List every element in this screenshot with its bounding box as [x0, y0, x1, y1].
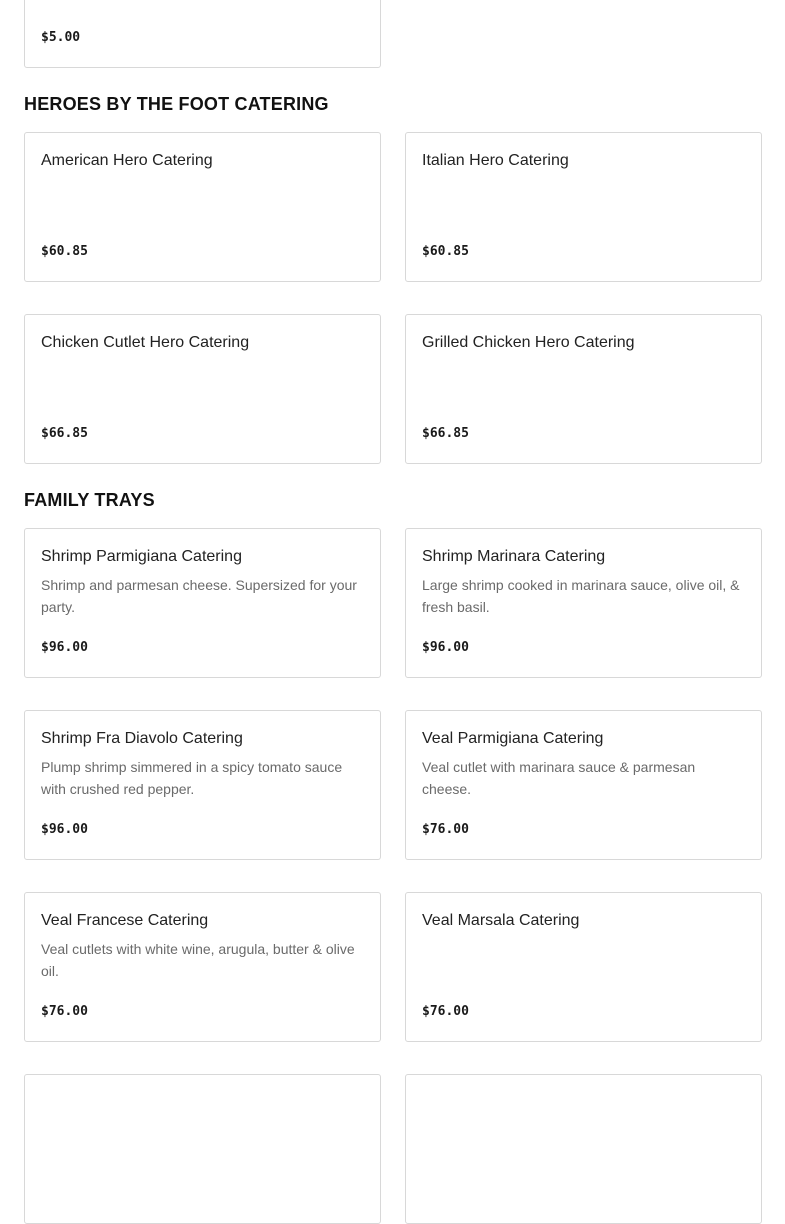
item-price: $76.00 — [422, 1004, 469, 1019]
section-title-heroes: HEROES BY THE FOOT CATERING — [24, 94, 329, 114]
item-price: $96.00 — [41, 822, 88, 837]
item-price: $5.00 — [41, 30, 81, 45]
item-description: Large shrimp cooked in marinara sauce, olive oil, & fresh basil. — [422, 577, 740, 615]
item-price: $66.85 — [422, 426, 469, 441]
item-name: American Hero Catering — [41, 152, 213, 169]
item-name: Veal Marsala Catering — [422, 912, 580, 929]
menu-item-card[interactable] — [405, 132, 762, 282]
menu-item-card-partial[interactable] — [24, 1074, 381, 1224]
item-name: Shrimp Parmigiana Catering — [41, 548, 242, 565]
item-price: $76.00 — [422, 822, 469, 837]
menu-item-card[interactable] — [24, 892, 381, 1042]
item-price: $66.85 — [41, 426, 88, 441]
menu-item-card[interactable] — [405, 892, 762, 1042]
item-description: Plump shrimp simmered in a spicy tomato sauce with crushed red pepper. — [41, 759, 343, 797]
menu-item-card[interactable] — [24, 314, 381, 464]
item-description: Shrimp and parmesan cheese. Supersized for your party. — [41, 577, 357, 615]
item-price: $60.85 — [422, 244, 469, 259]
menu-item-card[interactable] — [24, 132, 381, 282]
item-price: $60.85 — [41, 244, 88, 259]
menu-item-card[interactable] — [24, 528, 381, 678]
menu-item-card[interactable] — [405, 528, 762, 678]
menu-item-card-partial[interactable] — [405, 1074, 762, 1224]
item-name: Veal Parmigiana Catering — [422, 730, 604, 747]
item-name: Italian Hero Catering — [422, 152, 569, 169]
item-name: Grilled Chicken Hero Catering — [422, 334, 635, 351]
item-name: Shrimp Marinara Catering — [422, 548, 606, 565]
menu-item-card[interactable] — [405, 314, 762, 464]
item-price: $96.00 — [422, 640, 469, 655]
section-title-family-trays: FAMILY TRAYS — [24, 490, 155, 510]
menu-item-card[interactable] — [405, 710, 762, 860]
item-description: Veal cutlets with white wine, arugula, butter & olive oil. — [41, 941, 355, 979]
item-name: Chicken Cutlet Hero Catering — [41, 334, 250, 351]
menu-item-card-partial[interactable] — [24, 0, 381, 68]
item-description: Veal cutlet with marinara sauce & parmesan cheese. — [422, 759, 696, 797]
menu-item-card[interactable] — [24, 710, 381, 860]
item-name: Shrimp Fra Diavolo Catering — [41, 730, 243, 747]
item-price: $76.00 — [41, 1004, 88, 1019]
item-price: $96.00 — [41, 640, 88, 655]
item-name: Veal Francese Catering — [41, 912, 209, 929]
